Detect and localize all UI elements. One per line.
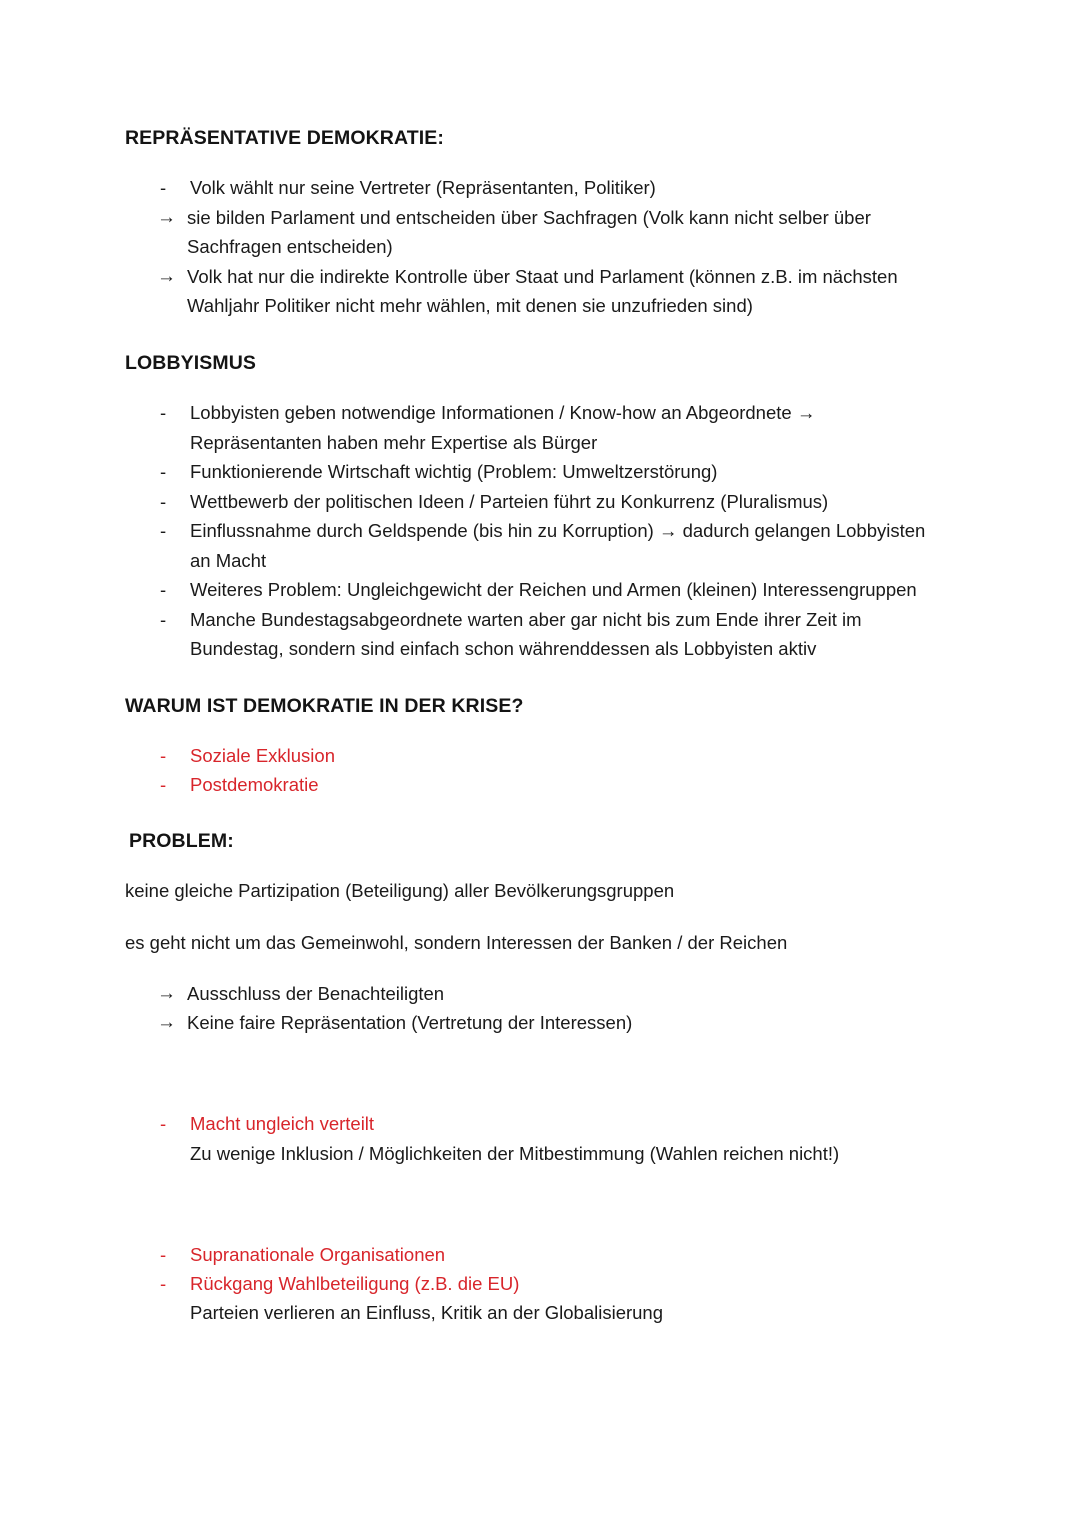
list-item-text: Rückgang Wahlbeteiligung (z.B. die EU): [190, 1273, 520, 1295]
list-item-text: Weiteres Problem: Ungleichgewicht der Reichen und Armen (kleinen) Interessengruppen: [190, 579, 917, 601]
list-item: [125, 741, 935, 770]
list-item-text: Supranationale Organisationen: [190, 1244, 446, 1266]
spacer: [125, 906, 935, 928]
dash-bullet-icon: -: [160, 774, 167, 796]
list-item: [125, 262, 935, 321]
dash-bullet-icon: -: [160, 579, 167, 601]
list-item-text: Keine faire Repräsentation (Vertretung der Interessen): [187, 1012, 633, 1034]
dash-bullet-icon: -: [160, 461, 167, 483]
list-item-text: Lobbyisten geben notwendige Informationen / Know-how an Abgeordnete → Repräsentanten haben mehr Expertise als Bürger: [190, 402, 816, 453]
list-item-text: Ausschluss der Benachteiligten: [187, 983, 445, 1005]
dash-bullet-icon: -: [160, 490, 167, 512]
list-item: [125, 605, 935, 664]
list-item: [125, 575, 935, 605]
spacer: [125, 799, 935, 829]
dash-bullet-icon: -: [160, 1244, 167, 1266]
list-item: [125, 770, 935, 799]
list-lobbyismus: [125, 398, 935, 664]
list-democracy-crisis: [125, 741, 935, 799]
dash-bullet-icon: -: [160, 608, 167, 630]
dash-bullet-icon: -: [160, 520, 167, 542]
list-item: [125, 1269, 935, 1327]
list-problem-consequences: [125, 979, 935, 1037]
dash-bullet-icon: -: [160, 745, 167, 767]
list-item-subtext: Parteien verlieren an Einfluss, Kritik an der Globalisierung: [190, 1302, 664, 1324]
spacer: [125, 719, 935, 741]
spacer: [125, 854, 935, 876]
problem-paragraph-participation: keine gleiche Partizipation (Beteiligung) aller Bevölkerungsgruppen: [125, 880, 675, 902]
list-item: [125, 1008, 935, 1037]
list-item: [125, 516, 935, 575]
list-item: [125, 173, 935, 203]
list-item-text: Soziale Exklusion: [190, 745, 335, 767]
list-item-text: Postdemokratie: [190, 774, 319, 796]
section-heading-why-democracy-crisis: WARUM IST DEMOKRATIE IN DER KRISE?: [125, 694, 524, 717]
list-item: [125, 979, 935, 1008]
arrow-right-bullet-icon: →: [157, 983, 176, 1005]
list-item: [125, 203, 935, 262]
section-heading-lobbyismus: LOBBYISMUS: [125, 351, 257, 374]
spacer: [125, 321, 935, 351]
spacer: [125, 376, 935, 398]
list-item-text: Volk hat nur die indirekte Kontrolle über Staat und Parlament (können z.B. im nächsten Wahljahr Politiker nicht mehr wählen, mit denen sie unzufrieden sind): [187, 265, 898, 317]
spacer: [125, 664, 935, 694]
spacer: [125, 957, 935, 979]
list-power-distribution: [125, 1109, 935, 1168]
dash-bullet-icon: -: [160, 1273, 167, 1295]
document-content: [125, 126, 935, 1327]
section-heading-problem: PROBLEM:: [129, 830, 234, 853]
list-item-text: Volk wählt nur seine Vertreter (Repräsentanten, Politiker): [190, 177, 656, 199]
list-representative-democracy: [125, 173, 935, 321]
dash-bullet-icon: -: [160, 402, 167, 424]
list-item-text: Einflussnahme durch Geldspende (bis hin zu Korruption) → dadurch gelangen Lobbyisten an Macht: [190, 520, 926, 571]
dash-bullet-icon: -: [160, 177, 167, 199]
arrow-right-bullet-icon: →: [157, 206, 176, 228]
list-item: [125, 457, 935, 487]
list-item-text: Macht ungleich verteilt: [190, 1113, 375, 1135]
list-item: [125, 1109, 935, 1168]
spacer: [125, 151, 935, 173]
arrow-right-bullet-icon: →: [157, 1012, 176, 1034]
list-item-subtext: Zu wenige Inklusion / Möglichkeiten der Mitbestimmung (Wahlen reichen nicht!): [190, 1142, 840, 1164]
arrow-right-bullet-icon: →: [157, 265, 176, 287]
section-heading-representative-democracy: REPRÄSENTATIVE DEMOKRATIE:: [125, 127, 444, 149]
spacer: [125, 1037, 935, 1109]
spacer: [125, 1168, 935, 1240]
list-item-text: Funktionierende Wirtschaft wichtig (Problem: Umweltzerstörung): [190, 461, 718, 483]
list-item: [125, 487, 935, 517]
list-item-text: Manche Bundestagsabgeordnete warten aber gar nicht bis zum Ende ihrer Zeit im Bundestag, sondern sind einfach schon währenddessen als Lobbyisten aktiv: [190, 608, 862, 660]
list-item: [125, 1240, 935, 1269]
list-item-text: sie bilden Parlament und entscheiden über Sachfragen (Volk kann nicht selber über Sachfragen entscheiden): [187, 206, 871, 258]
list-supranational: [125, 1240, 935, 1327]
dash-bullet-icon: -: [160, 1113, 167, 1135]
problem-paragraph-common-good: es geht nicht um das Gemeinwohl, sondern Interessen der Banken / der Reichen: [125, 931, 788, 953]
list-item: [125, 398, 935, 457]
list-item-text: Wettbewerb der politischen Ideen / Parteien führt zu Konkurrenz (Pluralismus): [190, 490, 829, 512]
